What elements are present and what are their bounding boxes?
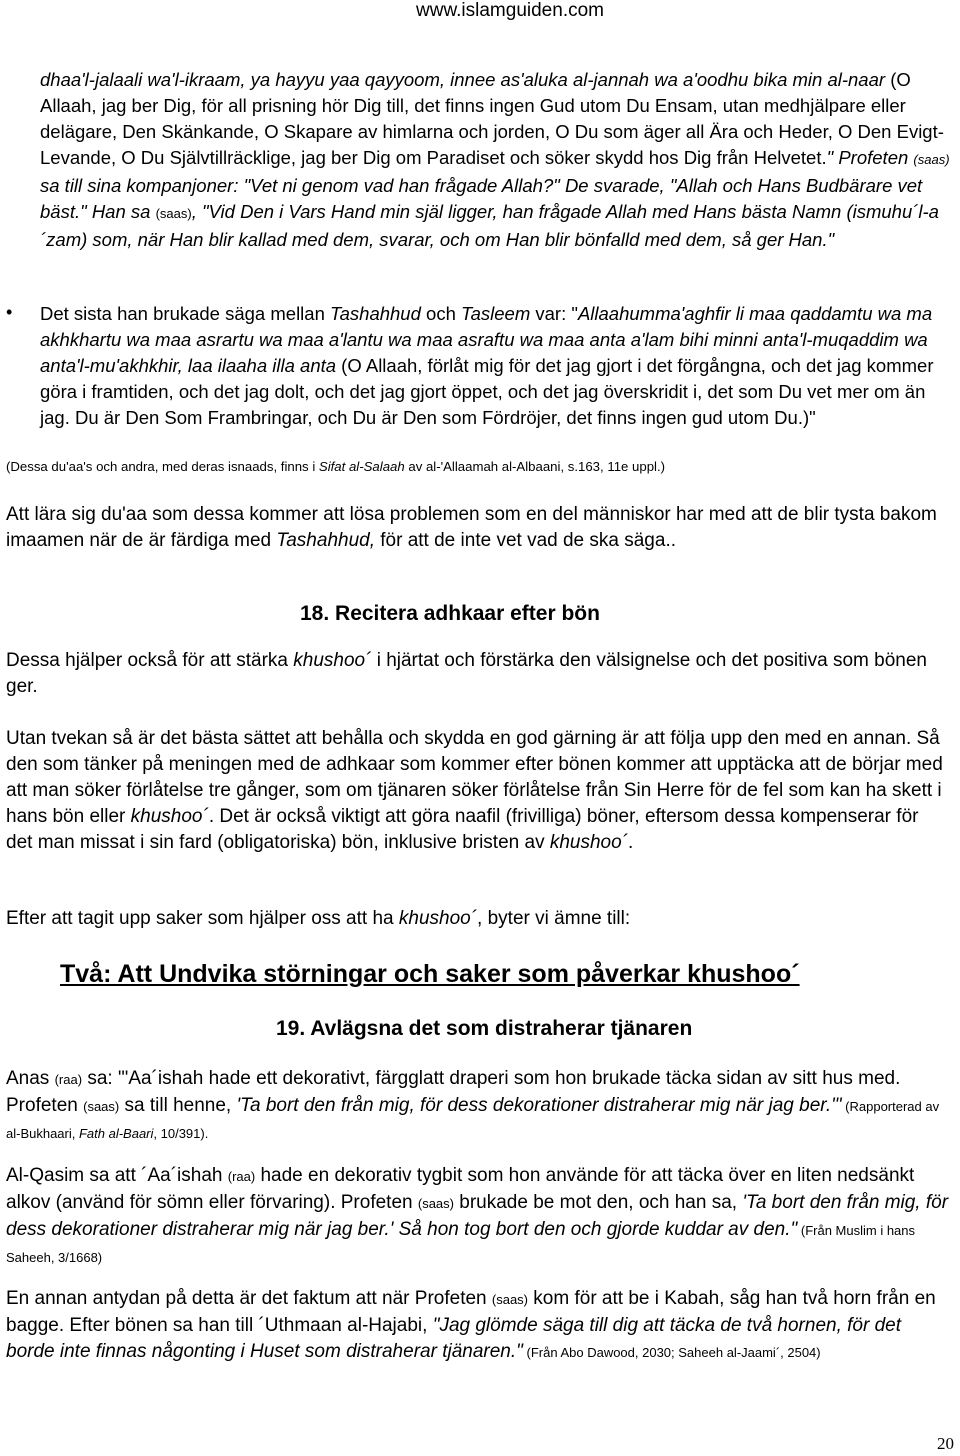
saas-note: (saas) bbox=[491, 1292, 529, 1307]
footnote-book-title: Sifat al-Salaah bbox=[318, 459, 405, 474]
paragraph-text-a: Att lära sig du'aa som dessa kommer att lösa problemen som en del människor har med att de blir tysta bakom imaamen när de är färdiga med bbox=[6, 504, 937, 551]
paragraph-anas bbox=[6, 1066, 950, 1147]
paragraph-text-b: i hjärtat och förstärka den välsignelse och det positiva som bönen ger. bbox=[6, 650, 927, 697]
site-header: www.islamguiden.com bbox=[416, 0, 604, 21]
saas-note: (saas) bbox=[155, 206, 192, 221]
term-khushoo: khushoo´ bbox=[130, 806, 209, 827]
term-khushoo: khushoo´ bbox=[293, 650, 372, 671]
paragraph-text-b: för att de inte vet vad de ska säga.. bbox=[374, 530, 676, 551]
raa-note: (raa) bbox=[227, 1169, 256, 1184]
quote-text-c: , "Vid Den i Vars Hand min själ ligger, han frågade Allah med Hans bästa Namn (ismuhu´l-a´zam) som, när Han blir kallad med dem, svarar, och om Han blir bönfalld med dem, så ger Han." bbox=[40, 201, 939, 250]
footnote-text-a: (Dessa du'aa's och andra, med deras isnaads, finns i bbox=[6, 459, 319, 474]
paragraph-adhkaar-helps bbox=[6, 648, 950, 700]
heading-19: 19. Avlägsna det som distraherar tjänaren bbox=[276, 1017, 693, 1040]
term-tashahhud: Tashahhud, bbox=[276, 530, 375, 551]
dua-translation-text: (O Allaah, förlåt mig för det jag gjort i det förgångna, och det jag kommer göra i framtiden, och det jag dolt, och det jag gjort öppet, och det jag överskridit i, det som Du vet mer om än jag. Du är Den Som Frambringar, och Du är Den som Fördröjer, det finns ingen gud utom Du.)" bbox=[40, 355, 934, 428]
saas-note: (saas) bbox=[913, 152, 950, 167]
term-khushoo: khushoo´ bbox=[549, 832, 629, 853]
bullet-icon: • bbox=[6, 302, 13, 322]
quote-text-a: " Profeten bbox=[826, 147, 914, 168]
paragraph-text-a: En annan antydan på detta är det faktum att när Profeten bbox=[6, 1288, 492, 1309]
paragraph-al-qasim bbox=[6, 1163, 950, 1271]
raa-note: (raa) bbox=[54, 1072, 83, 1087]
paragraph-text-b: . Det är också viktigt att göra naafil (frivilliga) böner, eftersom dessa kompenserar för det man missat i sin fard (obligatoriska) bön, inklusive bristen av bbox=[6, 806, 919, 853]
paragraph-text-a: Dessa hjälper också för att stärka bbox=[6, 650, 294, 671]
paragraph-kabah-horns bbox=[6, 1286, 950, 1366]
dua-arabic-text: dhaa'l-jalaali wa'l-ikraam, ya hayyu yaa qayyoom, innee as'aluka al-jannah wa a'oodhu bika min al-naar bbox=[40, 69, 886, 90]
saas-note: (saas) bbox=[83, 1099, 120, 1114]
paragraph-text-a: Utan tvekan så är det bästa sättet att behålla och skydda en god gärning är att följa upp den med en annan. Så den som tänker på meningen med de adhkaar som kommer efter bönen kommer att upptäcka att de börjar med att man söker förlåtelse tre gånger, som om tjänaren söker förlåtelse från Sin Herre för de fel som kan ha skett i hans bön eller bbox=[6, 728, 943, 827]
reference-text-a: (Rapporterad av al-Bukhaari, bbox=[6, 1099, 940, 1141]
hadith-quote: 'Ta bort den från mig, för dess dekorationer distraherar mig när jag ber.'" bbox=[236, 1095, 842, 1116]
paragraph-text-a: Anas bbox=[6, 1068, 55, 1089]
hadith-quote: 'Ta bort den från mig, för dess dekorationer distraherar mig när jag ber.' Så hon tog bort den och gjorde kuddar av den." bbox=[6, 1192, 949, 1240]
paragraph-text-a: Efter att tagit upp saker som hjälper oss att ha bbox=[6, 908, 399, 929]
paragraph-text-a: Al-Qasim sa att ´Aa´ishah bbox=[6, 1165, 228, 1186]
paragraph-text-b: kom för att be i Kabah, såg han två horn från en bagge. Efter bönen sa han till ´Uthmaan al-Hajabi, bbox=[6, 1288, 936, 1336]
bullet-text-c: var: " bbox=[530, 303, 578, 324]
bullet-item-paragraph bbox=[40, 301, 952, 431]
reference-text: (Från Abo Dawood, 2030; Saheeh al-Jaami´, 2504) bbox=[522, 1345, 821, 1360]
term-tashahhud: Tashahhud bbox=[330, 303, 421, 324]
reference-book-title: Fath al-Baari bbox=[78, 1126, 154, 1141]
bullet-text-b: och bbox=[420, 303, 461, 324]
dua-translation-text: (O Allaah, jag ber Dig, för all prisning hör Dig till, det finns ingen Gud utom Du Ensam, utan medhjälpare eller delägare, Den Skänkande, O Skapare av himlarna och jorden, O Du som äger all Ära och Heder, O Den Evigt-Levande, O Du Självtillräcklige, jag ber Dig om Paradiset och söker skydd hos Dig från Helvetet. bbox=[40, 69, 944, 168]
term-khushoo: khushoo´ bbox=[398, 908, 478, 929]
quote-text-b: sa till sina kompanjoner: "Vet ni genom vad han frågade Allah?" De svarade, "Allah och Hans Budbärare vet bäst." Han sa bbox=[40, 175, 923, 222]
hadith-quote: "Jag glömde säga till dig att täcka de två hornen, för det borde inte finnas någonting i Huset som distraherar tjänaren." bbox=[6, 1315, 902, 1362]
page-number: 20 bbox=[937, 1434, 954, 1453]
reference-text: (Från Muslim i hans Saheeh, 3/1668) bbox=[6, 1223, 916, 1265]
paragraph-text-b: sa: "'Aa´ishah hade ett dekorativt, färgglatt draperi som hon brukade täcka sidan av sitt hus med. Profeten bbox=[6, 1068, 901, 1116]
term-tasleem: Tasleem bbox=[461, 303, 531, 324]
bullet-text-a: Det sista han brukade säga mellan bbox=[40, 303, 331, 324]
saas-note: (saas) bbox=[417, 1196, 454, 1211]
paragraph-learn-duaa bbox=[6, 502, 950, 554]
reference-text-b: , 10/391). bbox=[153, 1126, 209, 1141]
paragraph-text-c: . bbox=[628, 832, 634, 853]
footnote-text-b: av al-'Allaamah al-Albaani, s.163, 11e uppl.) bbox=[404, 459, 666, 474]
paragraph-text-b: hade en dekorativ tygbit som hon använde för att täcka över en liten nedsänkt alkov (använd för sömn eller förvaring). Profeten bbox=[6, 1165, 915, 1213]
section-heading: Två: Att Undvika störningar och saker som påverkar khushoo´ bbox=[60, 960, 800, 988]
heading-18: 18. Recitera adhkaar efter bön bbox=[300, 602, 600, 625]
dua-arabic-text: Allaahumma'aghfir li maa qaddamtu wa ma akhkhartu wa maa asrartu wa maa a'lantu wa maa asraftu wa maa anta a'lam bihi minni anta'l-muqaddim wa anta'l-mu'akhkhir, laa ilaaha illa anta bbox=[40, 303, 933, 376]
paragraph-text-b: , byter vi ämne till: bbox=[477, 908, 631, 929]
paragraph-text-c: sa till henne, bbox=[119, 1095, 237, 1116]
paragraph-topic-change bbox=[6, 906, 950, 932]
paragraph-best-way bbox=[6, 726, 950, 856]
dua-continuation-paragraph bbox=[40, 67, 952, 253]
paragraph-text-c: brukade be mot den, och han sa, bbox=[453, 1192, 743, 1213]
footnote bbox=[6, 458, 950, 475]
